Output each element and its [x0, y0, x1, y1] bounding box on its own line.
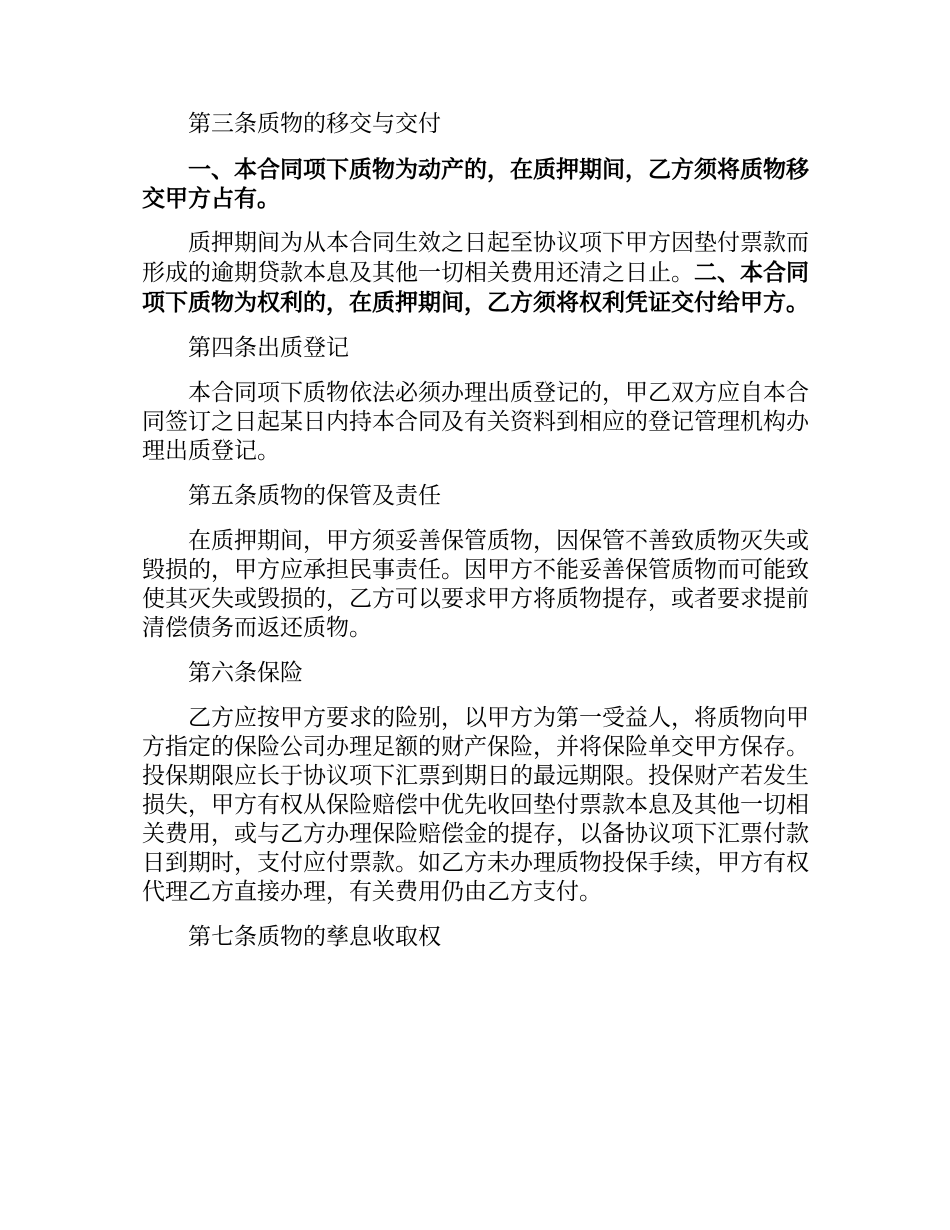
article-3-pledge-period — [142, 229, 814, 318]
pledge-period-text: 质押期间为从本合同生效之日起至协议项下甲方因垫付票款而形成的逾期贷款本息及其他一切相关费用还清之日止。 — [142, 230, 809, 286]
article-6-body: 乙方应按甲方要求的险别，以甲方为第一受益人，将质物向甲方指定的保险公司办理足额的财产保险，并将保险单交甲方保存。投保期限应长于协议项下汇票到期日的最远期限。投保财产若发生损失，甲方有权从保险赔偿中优先收回垫付票款本息及其他一切相关费用，或与乙方办理保险赔偿金的提存，以备协议项下汇票付款日到期时，支付应付票款。如乙方未办理质物投保手续，甲方有权代理乙方直接办理，有关费用仍由乙方支付。 — [142, 705, 809, 905]
article-4-heading: 第四条出质登记 — [188, 335, 349, 361]
article-7-heading: 第七条质物的孳息收取权 — [188, 924, 441, 950]
article-3-clause-2: 二、本合同项下质物为权利的，在质押期间，乙方须将权利凭证交付给甲方。 — [142, 259, 809, 316]
article-5-heading: 第五条质物的保管及责任 — [188, 483, 441, 509]
article-5-body: 在质押期间，甲方须妥善保管质物，因保管不善致质物灭失或毁损的，甲方应承担民事责任。因甲方不能妥善保管质物而可能致使其灭失或毁损的，乙方可以要求甲方将质物提存，或者要求提前清偿债务而返还质物。 — [142, 528, 809, 641]
article-3-heading: 第三条质物的移交与交付 — [188, 111, 441, 137]
article-3-clause-1: 一、本合同项下质物为动产的，在质押期间，乙方须将质物移交甲方占有。 — [142, 156, 809, 212]
article-4-body: 本合同项下质物依法必须办理出质登记的，甲乙双方应自本合同签订之日起某日内持本合同及有关资料到相应的登记管理机构办理出质登记。 — [142, 380, 809, 464]
article-6-heading: 第六条保险 — [188, 660, 303, 686]
document-body — [142, 110, 814, 968]
